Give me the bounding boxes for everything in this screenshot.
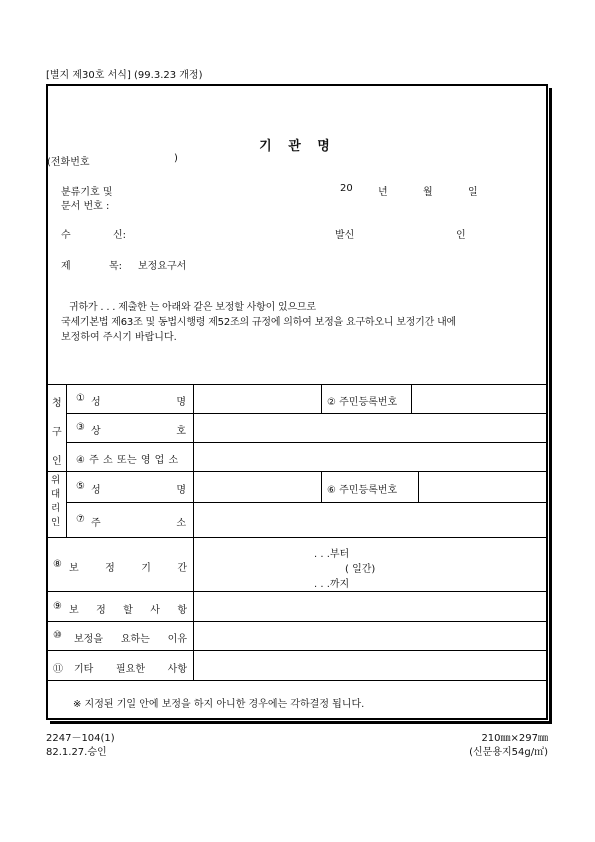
agent-char: 위 (51, 475, 61, 486)
label-char: 정 (105, 563, 115, 574)
row-line (47, 680, 547, 681)
address2-label (91, 514, 186, 529)
name2-label (91, 481, 186, 496)
resident-col-line (321, 384, 322, 413)
label-char: 호 (176, 426, 186, 437)
label-word: 기타 (74, 664, 94, 675)
address1-field[interactable] (196, 444, 544, 469)
period-days: ( 일간) (345, 564, 376, 575)
name2-field[interactable] (196, 473, 318, 500)
footnote: ※ 지정된 기일 안에 보정을 하지 아니한 경우에는 각하결정 됩니다. (73, 699, 365, 710)
paper-type: (신문용지54g/㎡) (469, 747, 548, 758)
phone-close: ) (174, 153, 178, 164)
claimant-char: 구 (52, 427, 62, 438)
agent-char: 리 (51, 503, 61, 514)
form-header-note: [별지 제30호 서식] (99.3.23 개정) (46, 70, 203, 81)
recipient-label-a: 수 (61, 230, 71, 241)
row-line (47, 621, 547, 622)
label-char: 주 (91, 518, 101, 529)
date-month: 월 (423, 187, 433, 198)
agent-char: 인 (51, 517, 61, 528)
label-word: 보정을 (74, 634, 103, 645)
doc-number-label-2: 문서 번호 : (61, 201, 110, 212)
form-code: 2247－104(1) (46, 733, 115, 744)
row-line (47, 537, 547, 538)
period-to: . . .까지 (314, 579, 350, 590)
row-line (66, 502, 547, 503)
label-char: 기 (141, 563, 151, 574)
name1-num: ① (76, 393, 85, 404)
address2-num: ⑦ (76, 514, 85, 525)
label-word: 요하는 (120, 634, 150, 645)
row-line (66, 413, 547, 414)
label-char: 보 (69, 605, 79, 616)
label-char: 정 (96, 605, 106, 616)
row-line (47, 591, 547, 592)
business-num: ③ (76, 422, 85, 433)
body-line-3: 보정하여 주시기 바랍니다. (61, 332, 177, 343)
subject-value: 보정요구서 (138, 261, 187, 272)
body-line-1: 귀하가 . . . 제출한 는 아래와 같은 보정할 사항이 있으므로 (69, 302, 316, 313)
label-char: 명 (176, 397, 186, 408)
label-word: 이유 (167, 634, 187, 645)
resident-number-label: ⑥ 주민등록번호 (327, 485, 398, 496)
items-label (69, 601, 187, 616)
address2-field[interactable] (196, 504, 544, 535)
paper-size: 210㎜×297㎜ (481, 733, 548, 744)
reason-label (74, 630, 187, 645)
label-char: 상 (91, 426, 101, 437)
label-char: 명 (176, 485, 186, 496)
name1-field[interactable] (196, 386, 318, 411)
name1-label (91, 393, 186, 408)
items-field[interactable] (196, 593, 544, 619)
other-field[interactable] (196, 652, 544, 678)
claimant-char: 인 (52, 456, 62, 467)
recipient-label-b: 신: (113, 230, 127, 241)
approval-date: 82.1.27.승인 (46, 747, 107, 758)
business-label (91, 422, 186, 437)
label-char: 간 (177, 563, 187, 574)
other-label (74, 660, 187, 675)
period-from: . . .부터 (314, 549, 350, 560)
resident-col-line (411, 384, 412, 413)
body-line-2: 국세기본법 제63조 및 동법시행령 제52조의 규정에 의하여 보정을 요구하오니 보정기간 내에 (61, 317, 456, 328)
date-year: 년 (378, 187, 388, 198)
date-prefix: 20 (340, 183, 353, 194)
agency-title: 기 관 명 (259, 139, 336, 154)
resident-col-line (321, 471, 322, 502)
subject-label-a: 제 (61, 261, 71, 272)
address1-label: ④ 주 소 또는 영 업 소 (76, 455, 179, 466)
row-line (47, 471, 547, 472)
row-line (47, 650, 547, 651)
label-char: 항 (177, 605, 187, 616)
claimant-char: 청 (52, 398, 62, 409)
date-day: 일 (468, 187, 478, 198)
label-word: 사항 (167, 664, 187, 675)
sender-label: 발신 (335, 230, 355, 241)
resident1-field[interactable] (414, 386, 544, 411)
period-label (69, 559, 187, 574)
doc-number-label-1: 분류기호 및 (61, 187, 113, 198)
label-char: 사 (150, 605, 160, 616)
seal-label: 인 (456, 230, 466, 241)
period-num: ⑧ (53, 559, 62, 570)
label-char: 성 (91, 397, 101, 408)
business-field[interactable] (196, 415, 544, 440)
phone-label: (전화번호 (47, 157, 90, 168)
reason-num: ⑩ (53, 630, 62, 641)
group-col-line (66, 384, 67, 537)
reason-field[interactable] (196, 623, 544, 648)
resident-number-label: ② 주민등록번호 (327, 397, 398, 408)
items-num: ⑨ (53, 601, 62, 612)
row-line (66, 442, 547, 443)
table-top-line (47, 384, 547, 385)
agent-char: 대 (51, 489, 61, 500)
other-num: ⑪ (53, 664, 63, 675)
label-char: 소 (176, 518, 186, 529)
resident2-field[interactable] (421, 473, 544, 500)
label-char: 성 (91, 485, 101, 496)
label-col-line (193, 384, 194, 680)
label-word: 필요한 (116, 664, 145, 675)
label-char: 할 (123, 605, 133, 616)
label-char: 보 (69, 563, 79, 574)
resident-col-line (418, 471, 419, 502)
subject-label-b: 목: (109, 261, 123, 272)
name2-num: ⑤ (76, 481, 85, 492)
